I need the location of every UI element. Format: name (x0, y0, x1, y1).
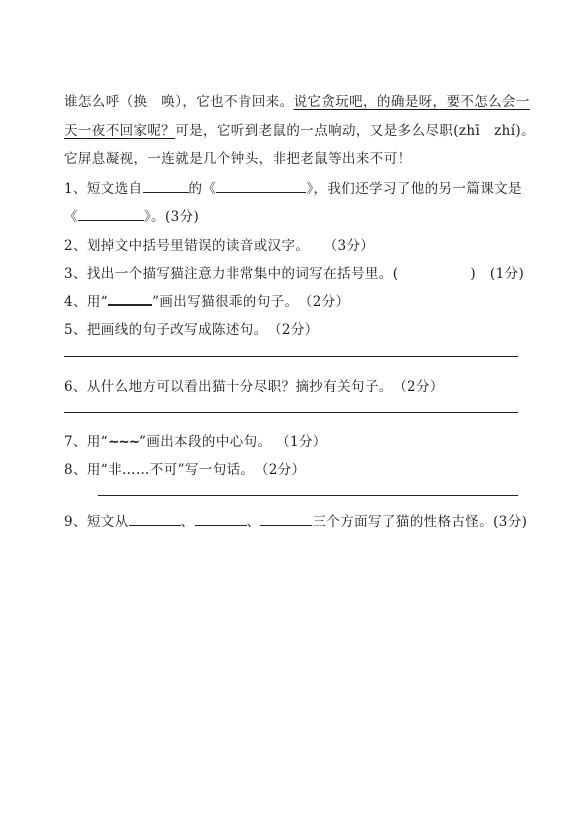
answer-blank[interactable] (260, 513, 312, 526)
question-text: 4、用“ (64, 294, 109, 310)
question-text: 》，我们还学习了他的另一篇课文是 (306, 181, 522, 197)
question-text: 5、把画线的句子改写成陈述句。 （2分） (64, 322, 319, 338)
question-text: 1、短文选自 (64, 181, 143, 197)
answer-line-q5[interactable] (64, 356, 518, 357)
answer-blank[interactable] (216, 180, 306, 193)
underline-mark-sample (108, 292, 152, 306)
question-9 (64, 510, 527, 530)
question-text: 9、短文从 (64, 514, 129, 530)
question-text: 《 (64, 209, 78, 225)
question-6 (64, 375, 444, 395)
question-text: 7、用“ (64, 434, 109, 450)
separator-text: 、 (180, 514, 195, 530)
question-text: ”画出本段的中心句。 （1分） (139, 434, 327, 450)
wavy-line-mark: ∼∼∼ (108, 434, 140, 450)
passage-line-1 (64, 90, 530, 110)
question-text: 8、用“非……不可”写一句话。 （2分） (64, 462, 306, 478)
answer-blank[interactable] (129, 513, 181, 526)
question-7 (64, 430, 327, 450)
answer-blank[interactable] (195, 513, 247, 526)
question-text: 3、找出一个描写猫注意力非常集中的词写在括号里。( (64, 266, 399, 282)
question-5 (64, 318, 319, 338)
separator-text: 、 (246, 514, 261, 530)
answer-blank[interactable] (78, 208, 144, 221)
question-text: 2、划掉文中括号里错误的读音或汉字。 （3分） (64, 238, 375, 254)
passage-text: 谁怎么呼（换 唤），它也不肯回来。 (64, 94, 294, 110)
question-2 (64, 234, 374, 254)
question-text: 三个方面写了猫的性格古怪。(3分) (312, 514, 528, 530)
question-8 (64, 458, 305, 478)
question-text: 6、从什么地方可以看出猫十分尽职？摘抄有关句子。 （2分） (64, 379, 444, 395)
passage-text: 可是，它听到老鼠的一点响动，又是多么尽职(zhī zhí)。 (175, 123, 535, 139)
underlined-sentence: 说它贪玩吧，的确是呀，要不怎么会一 (293, 94, 530, 110)
question-text: 的《 (188, 181, 217, 197)
passage-line-3 (64, 147, 412, 167)
underlined-sentence: 天一夜不回家呢？ (64, 123, 176, 139)
passage-line-2 (64, 119, 535, 139)
question-4 (64, 290, 349, 310)
question-1-cont (64, 205, 199, 225)
question-3 (64, 262, 524, 282)
answer-line-q8[interactable] (98, 495, 518, 496)
answer-blank[interactable] (143, 180, 189, 193)
question-text: ”画出写猫很乖的句子。 （2分） (152, 294, 350, 310)
question-1 (64, 177, 522, 197)
question-text: 》。(3分) (143, 209, 200, 225)
question-text: ) (1分) (470, 266, 525, 282)
passage-text: 它屏息凝视，一连就是几个钟头，非把老鼠等出来不可！ (64, 151, 412, 167)
answer-line-q6[interactable] (64, 412, 518, 413)
